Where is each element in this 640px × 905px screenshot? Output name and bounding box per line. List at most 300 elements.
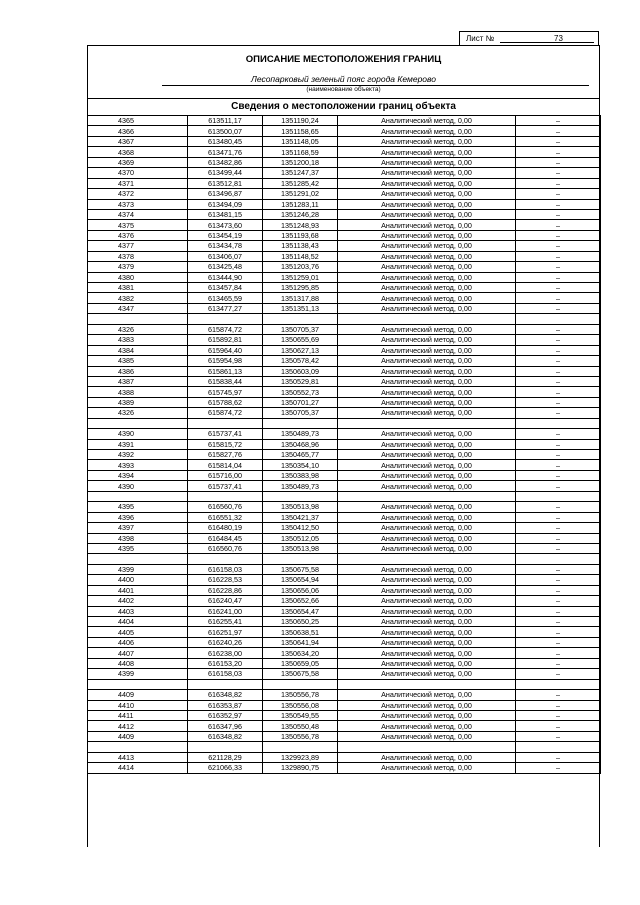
y-coordinate-cell: 1350652,66 — [263, 596, 338, 606]
y-coordinate-cell: 1350655,69 — [263, 335, 338, 345]
extra-cell — [516, 554, 601, 564]
extra-cell: – — [516, 763, 601, 773]
y-coordinate-cell: 1350550,48 — [263, 721, 338, 731]
table-row — [88, 523, 601, 533]
x-coordinate-cell: 615788,62 — [188, 397, 263, 407]
table-row — [88, 397, 601, 407]
y-coordinate-cell: 1351190,24 — [263, 116, 338, 126]
extra-cell: – — [516, 658, 601, 668]
x-coordinate-cell: 613444,90 — [188, 272, 263, 282]
method-cell: Аналитический метод, 0,00 — [338, 690, 516, 700]
x-coordinate-cell: 616560,76 — [188, 502, 263, 512]
extra-cell: – — [516, 209, 601, 219]
extra-cell: – — [516, 283, 601, 293]
method-cell: Аналитический метод, 0,00 — [338, 376, 516, 386]
extra-cell: – — [516, 731, 601, 741]
extra-cell: – — [516, 606, 601, 616]
x-coordinate-cell: 616353,87 — [188, 700, 263, 710]
extra-cell: – — [516, 690, 601, 700]
extra-cell: – — [516, 345, 601, 355]
method-cell: Аналитический метод, 0,00 — [338, 178, 516, 188]
x-coordinate-cell: 613494,09 — [188, 199, 263, 209]
table-row — [88, 721, 601, 731]
method-cell: Аналитический метод, 0,00 — [338, 199, 516, 209]
table-row — [88, 283, 601, 293]
method-cell: Аналитический метод, 0,00 — [338, 397, 516, 407]
extra-cell: – — [516, 502, 601, 512]
method-cell: Аналитический метод, 0,00 — [338, 241, 516, 251]
y-coordinate-cell: 1350675,58 — [263, 669, 338, 679]
method-cell — [338, 418, 516, 428]
table-row — [88, 324, 601, 334]
table-row — [88, 481, 601, 491]
extra-cell: – — [516, 397, 601, 407]
method-cell: Аналитический метод, 0,00 — [338, 627, 516, 637]
table-row — [88, 189, 601, 199]
point-number-cell: 4405 — [88, 627, 188, 637]
point-number-cell: 4398 — [88, 533, 188, 543]
point-number-cell: 4374 — [88, 209, 188, 219]
method-cell: Аналитический метод, 0,00 — [338, 189, 516, 199]
x-coordinate-cell: 616347,96 — [188, 721, 263, 731]
extra-cell: – — [516, 429, 601, 439]
table-row — [88, 533, 601, 543]
table-row — [88, 512, 601, 522]
point-number-cell — [88, 554, 188, 564]
table-row — [88, 345, 601, 355]
y-coordinate-cell: 1329923,89 — [263, 752, 338, 762]
method-cell — [338, 491, 516, 501]
point-number-cell: 4393 — [88, 460, 188, 470]
y-coordinate-cell: 1351168,59 — [263, 147, 338, 157]
method-cell: Аналитический метод, 0,00 — [338, 345, 516, 355]
separator-row — [88, 554, 601, 564]
extra-cell: – — [516, 710, 601, 720]
y-coordinate-cell: 1350354,10 — [263, 460, 338, 470]
table-row — [88, 356, 601, 366]
point-number-cell: 4411 — [88, 710, 188, 720]
method-cell — [338, 679, 516, 689]
method-cell: Аналитический метод, 0,00 — [338, 700, 516, 710]
y-coordinate-cell: 1350705,37 — [263, 324, 338, 334]
table-row — [88, 116, 601, 126]
table-row — [88, 460, 601, 470]
separator-row — [88, 418, 601, 428]
y-coordinate-cell: 1350465,77 — [263, 450, 338, 460]
extra-cell: – — [516, 199, 601, 209]
table-row — [88, 251, 601, 261]
method-cell: Аналитический метод, 0,00 — [338, 147, 516, 157]
table-row — [88, 230, 601, 240]
extra-cell: – — [516, 189, 601, 199]
method-cell: Аналитический метод, 0,00 — [338, 731, 516, 741]
table-row — [88, 439, 601, 449]
x-coordinate-cell: 616240,26 — [188, 637, 263, 647]
x-coordinate-cell: 613496,87 — [188, 189, 263, 199]
y-coordinate-cell: 1329890,75 — [263, 763, 338, 773]
x-coordinate-cell: 616153,20 — [188, 658, 263, 668]
extra-cell: – — [516, 523, 601, 533]
method-cell: Аналитический метод, 0,00 — [338, 721, 516, 731]
method-cell: Аналитический метод, 0,00 — [338, 450, 516, 460]
y-coordinate-cell: 1350529,81 — [263, 376, 338, 386]
y-coordinate-cell: 1351317,88 — [263, 293, 338, 303]
table-row — [88, 335, 601, 345]
y-coordinate-cell: 1350654,47 — [263, 606, 338, 616]
method-cell: Аналитический метод, 0,00 — [338, 585, 516, 595]
method-cell — [338, 742, 516, 752]
x-coordinate-cell — [188, 554, 263, 564]
extra-cell — [516, 679, 601, 689]
extra-cell: – — [516, 575, 601, 585]
y-coordinate-cell: 1350549,55 — [263, 710, 338, 720]
extra-cell: – — [516, 335, 601, 345]
x-coordinate-cell — [188, 742, 263, 752]
table-row — [88, 658, 601, 668]
x-coordinate-cell: 613471,76 — [188, 147, 263, 157]
y-coordinate-cell: 1351248,93 — [263, 220, 338, 230]
extra-cell: – — [516, 752, 601, 762]
point-number-cell: 4380 — [88, 272, 188, 282]
x-coordinate-cell: 613425,48 — [188, 262, 263, 272]
x-coordinate-cell — [188, 679, 263, 689]
coordinates-table — [87, 115, 601, 774]
method-cell: Аналитический метод, 0,00 — [338, 543, 516, 553]
x-coordinate-cell: 615861,13 — [188, 366, 263, 376]
x-coordinate-cell: 615892,81 — [188, 335, 263, 345]
x-coordinate-cell: 613480,45 — [188, 136, 263, 146]
extra-cell: – — [516, 669, 601, 679]
table-row — [88, 293, 601, 303]
y-coordinate-cell: 1350659,05 — [263, 658, 338, 668]
extra-cell — [516, 418, 601, 428]
method-cell: Аналитический метод, 0,00 — [338, 564, 516, 574]
x-coordinate-cell: 616560,76 — [188, 543, 263, 553]
separator-row — [88, 314, 601, 324]
method-cell: Аналитический метод, 0,00 — [338, 470, 516, 480]
point-number-cell: 4395 — [88, 543, 188, 553]
y-coordinate-cell: 1350489,73 — [263, 429, 338, 439]
x-coordinate-cell: 615737,41 — [188, 429, 263, 439]
method-cell — [338, 554, 516, 564]
y-coordinate-cell: 1351148,05 — [263, 136, 338, 146]
x-coordinate-cell: 621128,29 — [188, 752, 263, 762]
point-number-cell: 4369 — [88, 157, 188, 167]
x-coordinate-cell: 616158,03 — [188, 669, 263, 679]
method-cell: Аналитический метод, 0,00 — [338, 335, 516, 345]
x-coordinate-cell: 616228,53 — [188, 575, 263, 585]
method-cell: Аналитический метод, 0,00 — [338, 502, 516, 512]
extra-cell: – — [516, 564, 601, 574]
method-cell: Аналитический метод, 0,00 — [338, 763, 516, 773]
x-coordinate-cell: 613465,59 — [188, 293, 263, 303]
x-coordinate-cell: 616352,97 — [188, 710, 263, 720]
x-coordinate-cell: 616484,45 — [188, 533, 263, 543]
table-row — [88, 450, 601, 460]
y-coordinate-cell: 1351283,11 — [263, 199, 338, 209]
point-number-cell: 4412 — [88, 721, 188, 731]
table-row — [88, 157, 601, 167]
extra-cell: – — [516, 637, 601, 647]
extra-cell: – — [516, 147, 601, 157]
method-cell: Аналитический метод, 0,00 — [338, 481, 516, 491]
method-cell — [338, 314, 516, 324]
point-number-cell: 4384 — [88, 345, 188, 355]
y-coordinate-cell: 1351285,42 — [263, 178, 338, 188]
x-coordinate-cell: 615815,72 — [188, 439, 263, 449]
y-coordinate-cell: 1350634,20 — [263, 648, 338, 658]
x-coordinate-cell: 613481,15 — [188, 209, 263, 219]
extra-cell: – — [516, 366, 601, 376]
extra-cell: – — [516, 543, 601, 553]
point-number-cell: 4383 — [88, 335, 188, 345]
method-cell: Аналитический метод, 0,00 — [338, 523, 516, 533]
y-coordinate-cell: 1350489,73 — [263, 481, 338, 491]
y-coordinate-cell: 1351200,18 — [263, 157, 338, 167]
extra-cell: – — [516, 481, 601, 491]
y-coordinate-cell: 1351259,01 — [263, 272, 338, 282]
method-cell: Аналитический метод, 0,00 — [338, 157, 516, 167]
point-number-cell: 4366 — [88, 126, 188, 136]
x-coordinate-cell: 616551,32 — [188, 512, 263, 522]
x-coordinate-cell: 613477,27 — [188, 303, 263, 313]
y-coordinate-cell: 1351291,02 — [263, 189, 338, 199]
point-number-cell: 4371 — [88, 178, 188, 188]
extra-cell: – — [516, 126, 601, 136]
table-row — [88, 366, 601, 376]
x-coordinate-cell: 613406,07 — [188, 251, 263, 261]
table-row — [88, 648, 601, 658]
point-number-cell: 4392 — [88, 450, 188, 460]
x-coordinate-cell — [188, 491, 263, 501]
method-cell: Аналитический метод, 0,00 — [338, 116, 516, 126]
separator-row — [88, 742, 601, 752]
extra-cell: – — [516, 157, 601, 167]
point-number-cell: 4347 — [88, 303, 188, 313]
y-coordinate-cell: 1350638,51 — [263, 627, 338, 637]
x-coordinate-cell: 616241,00 — [188, 606, 263, 616]
method-cell: Аналитический метод, 0,00 — [338, 408, 516, 418]
point-number-cell — [88, 314, 188, 324]
table-row — [88, 199, 601, 209]
method-cell: Аналитический метод, 0,00 — [338, 324, 516, 334]
x-coordinate-cell: 615964,40 — [188, 345, 263, 355]
document-title: ОПИСАНИЕ МЕСТОПОЛОЖЕНИЯ ГРАНИЦ — [245, 54, 442, 65]
y-coordinate-cell: 1351351,13 — [263, 303, 338, 313]
y-coordinate-cell: 1350512,05 — [263, 533, 338, 543]
extra-cell: – — [516, 439, 601, 449]
table-row — [88, 408, 601, 418]
x-coordinate-cell: 615814,04 — [188, 460, 263, 470]
x-coordinate-cell: 621066,33 — [188, 763, 263, 773]
method-cell: Аналитический метод, 0,00 — [338, 387, 516, 397]
extra-cell: – — [516, 512, 601, 522]
extra-cell: – — [516, 178, 601, 188]
table-row — [88, 220, 601, 230]
y-coordinate-cell: 1350641,94 — [263, 637, 338, 647]
point-number-cell: 4395 — [88, 502, 188, 512]
point-number-cell: 4377 — [88, 241, 188, 251]
point-number-cell: 4379 — [88, 262, 188, 272]
table-row — [88, 126, 601, 136]
method-cell: Аналитический метод, 0,00 — [338, 752, 516, 762]
point-number-cell: 4388 — [88, 387, 188, 397]
extra-cell: – — [516, 387, 601, 397]
method-cell: Аналитический метод, 0,00 — [338, 356, 516, 366]
method-cell: Аналитический метод, 0,00 — [338, 168, 516, 178]
x-coordinate-cell: 616158,03 — [188, 564, 263, 574]
point-number-cell: 4410 — [88, 700, 188, 710]
sheet-number-box — [459, 31, 599, 45]
extra-cell: – — [516, 648, 601, 658]
x-coordinate-cell: 615838,44 — [188, 376, 263, 386]
point-number-cell: 4404 — [88, 617, 188, 627]
table-row — [88, 763, 601, 773]
x-coordinate-cell: 616480,19 — [188, 523, 263, 533]
table-row — [88, 700, 601, 710]
method-cell: Аналитический метод, 0,00 — [338, 533, 516, 543]
object-name: Лесопарковый зеленый пояс города Кемерово — [251, 74, 436, 84]
point-number-cell: 4367 — [88, 136, 188, 146]
y-coordinate-cell: 1350556,78 — [263, 731, 338, 741]
point-number-cell: 4368 — [88, 147, 188, 157]
method-cell: Аналитический метод, 0,00 — [338, 637, 516, 647]
point-number-cell: 4402 — [88, 596, 188, 606]
method-cell: Аналитический метод, 0,00 — [338, 126, 516, 136]
point-number-cell: 4406 — [88, 637, 188, 647]
point-number-cell: 4390 — [88, 429, 188, 439]
point-number-cell: 4385 — [88, 356, 188, 366]
table-row — [88, 168, 601, 178]
method-cell: Аналитический метод, 0,00 — [338, 512, 516, 522]
y-coordinate-cell: 1351193,68 — [263, 230, 338, 240]
extra-cell: – — [516, 136, 601, 146]
extra-cell: – — [516, 700, 601, 710]
table-row — [88, 710, 601, 720]
extra-cell: – — [516, 408, 601, 418]
point-number-cell: 4391 — [88, 439, 188, 449]
table-row — [88, 627, 601, 637]
x-coordinate-cell: 616240,47 — [188, 596, 263, 606]
point-number-cell: 4376 — [88, 230, 188, 240]
point-number-cell: 4397 — [88, 523, 188, 533]
point-number-cell: 4373 — [88, 199, 188, 209]
table-row — [88, 303, 601, 313]
x-coordinate-cell: 613511,17 — [188, 116, 263, 126]
y-coordinate-cell: 1351138,43 — [263, 241, 338, 251]
extra-cell: – — [516, 460, 601, 470]
y-coordinate-cell: 1350552,73 — [263, 387, 338, 397]
coordinates-table-body — [88, 116, 601, 774]
extra-cell: – — [516, 721, 601, 731]
y-coordinate-cell: 1350627,13 — [263, 345, 338, 355]
table-row — [88, 470, 601, 480]
x-coordinate-cell: 616238,00 — [188, 648, 263, 658]
table-row — [88, 429, 601, 439]
separator-row — [88, 679, 601, 689]
extra-cell: – — [516, 230, 601, 240]
sheet-number-underline — [500, 42, 594, 43]
extra-cell: – — [516, 116, 601, 126]
y-coordinate-cell — [263, 418, 338, 428]
y-coordinate-cell: 1350701,27 — [263, 397, 338, 407]
method-cell: Аналитический метод, 0,00 — [338, 136, 516, 146]
point-number-cell: 4394 — [88, 470, 188, 480]
x-coordinate-cell: 613499,44 — [188, 168, 263, 178]
method-cell: Аналитический метод, 0,00 — [338, 617, 516, 627]
method-cell: Аналитический метод, 0,00 — [338, 460, 516, 470]
point-number-cell: 4407 — [88, 648, 188, 658]
x-coordinate-cell: 615716,00 — [188, 470, 263, 480]
table-row — [88, 585, 601, 595]
method-cell: Аналитический метод, 0,00 — [338, 429, 516, 439]
extra-cell: – — [516, 303, 601, 313]
method-cell: Аналитический метод, 0,00 — [338, 596, 516, 606]
point-number-cell: 4413 — [88, 752, 188, 762]
method-cell: Аналитический метод, 0,00 — [338, 293, 516, 303]
point-number-cell — [88, 491, 188, 501]
y-coordinate-cell — [263, 742, 338, 752]
x-coordinate-cell — [188, 418, 263, 428]
method-cell: Аналитический метод, 0,00 — [338, 606, 516, 616]
table-row — [88, 147, 601, 157]
y-coordinate-cell: 1350654,94 — [263, 575, 338, 585]
x-coordinate-cell: 615874,72 — [188, 324, 263, 334]
point-number-cell: 4386 — [88, 366, 188, 376]
x-coordinate-cell: 616228,86 — [188, 585, 263, 595]
y-coordinate-cell: 1350705,37 — [263, 408, 338, 418]
section-divider — [88, 98, 599, 99]
table-row — [88, 637, 601, 647]
table-row — [88, 690, 601, 700]
point-number-cell: 4396 — [88, 512, 188, 522]
point-number-cell: 4414 — [88, 763, 188, 773]
y-coordinate-cell — [263, 491, 338, 501]
y-coordinate-cell: 1350513,98 — [263, 543, 338, 553]
extra-cell: – — [516, 470, 601, 480]
extra-cell: – — [516, 220, 601, 230]
y-coordinate-cell: 1350556,78 — [263, 690, 338, 700]
point-number-cell: 4399 — [88, 564, 188, 574]
method-cell: Аналитический метод, 0,00 — [338, 658, 516, 668]
point-number-cell — [88, 418, 188, 428]
point-number-cell: 4382 — [88, 293, 188, 303]
point-number-cell: 4408 — [88, 658, 188, 668]
table-row — [88, 543, 601, 553]
point-number-cell: 4326 — [88, 324, 188, 334]
x-coordinate-cell: 615954,98 — [188, 356, 263, 366]
extra-cell: – — [516, 627, 601, 637]
section-heading: Сведения о местоположении границ объекта — [231, 101, 456, 112]
x-coordinate-cell: 616348,82 — [188, 690, 263, 700]
y-coordinate-cell: 1351246,28 — [263, 209, 338, 219]
point-number-cell: 4370 — [88, 168, 188, 178]
y-coordinate-cell: 1351148,52 — [263, 251, 338, 261]
table-row — [88, 376, 601, 386]
method-cell: Аналитический метод, 0,00 — [338, 303, 516, 313]
table-row — [88, 387, 601, 397]
point-number-cell: 4409 — [88, 731, 188, 741]
y-coordinate-cell: 1351158,65 — [263, 126, 338, 136]
y-coordinate-cell: 1350675,58 — [263, 564, 338, 574]
table-row — [88, 209, 601, 219]
point-number-cell: 4381 — [88, 283, 188, 293]
method-cell: Аналитический метод, 0,00 — [338, 230, 516, 240]
x-coordinate-cell: 613457,84 — [188, 283, 263, 293]
x-coordinate-cell: 615827,76 — [188, 450, 263, 460]
x-coordinate-cell: 615874,72 — [188, 408, 263, 418]
method-cell: Аналитический метод, 0,00 — [338, 439, 516, 449]
